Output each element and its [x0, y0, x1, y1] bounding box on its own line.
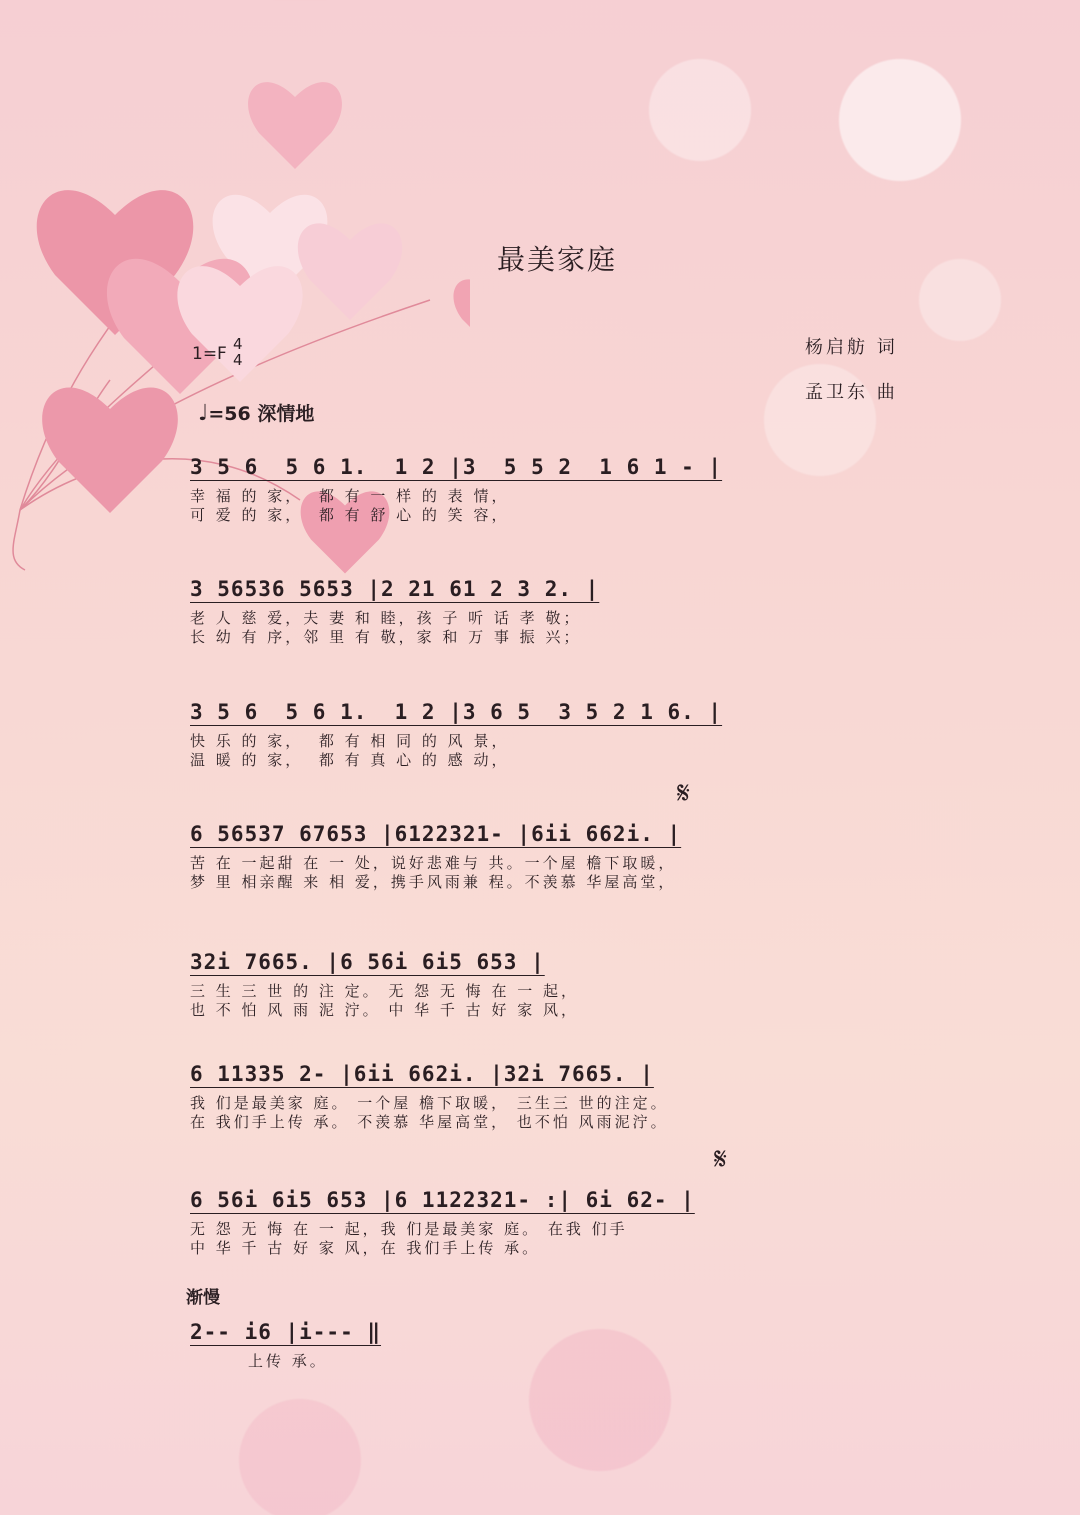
- time-signature-bottom: 4: [233, 351, 243, 369]
- composer-credit: 孟卫东 曲: [805, 382, 898, 403]
- notation-line: 6 56i 6i5 653 |6 1122321- :| 6i 62- |: [190, 1188, 695, 1212]
- lyrics-verse-1: 老 人 慈 爱，夫 妻 和 睦，孩 子 听 话 孝 敬；: [190, 609, 582, 627]
- notation-line: 6 56537 67653 |6122321- |6ii 662i. |: [190, 822, 682, 846]
- ritardando-marking: 渐慢: [186, 1288, 220, 1308]
- score-system-7: [190, 1188, 902, 1256]
- score-system-1: [190, 455, 902, 523]
- lyrics-verse-1: 苦 在 一起甜 在 一 处，说好悲难与 共。一个屋 檐下取暖，: [190, 854, 677, 872]
- notation-line: 2-- i6 |i--- ‖: [190, 1320, 382, 1344]
- notation-line: 3 5 6 5 6 1. 1 2 |3 6 5 3 5 2 1 6. |: [190, 700, 723, 724]
- notation-line: 3 56536 5653 |2 21 61 2 3 2. |: [190, 577, 600, 601]
- tempo-marking: [198, 399, 314, 426]
- lyrics-verse-2: 在 我们手上传 承。 不羡慕 华屋高堂， 也不怕 风雨泥泞。: [190, 1113, 669, 1131]
- heart-icon: [248, 82, 342, 169]
- notation-line: 3 5 6 5 6 1. 1 2 |3 5 5 2 1 6 1 - |: [190, 455, 723, 479]
- score-system-5: [190, 950, 902, 1018]
- lyrics-verse-2: 温 暖 的 家， 都 有 真 心 的 感 动，: [190, 751, 510, 769]
- score-system-3: [190, 700, 902, 768]
- lyrics-verse-2: 也 不 怕 风 雨 泥 泞。 中 华 千 古 好 家 风，: [190, 1001, 579, 1019]
- notation-line: 6 11335 2- |6ii 662i. |32i 7665. |: [190, 1062, 654, 1086]
- segno-icon: 𝄋: [714, 1142, 727, 1177]
- lyrics-verse-1: 三 生 三 世 的 注 定。 无 怨 无 悔 在 一 起，: [190, 982, 579, 1000]
- time-signature-top: 4: [233, 335, 243, 353]
- lyrics-verse-1: 幸 福 的 家， 都 有 一 样 的 表 情，: [190, 487, 510, 505]
- notation-line: 32i 7665. |6 56i 6i5 653 |: [190, 950, 545, 974]
- lyrics-verse-2: 梦 里 相亲醒 来 相 爱，携手风雨兼 程。不羡慕 华屋高堂，: [190, 873, 677, 891]
- heart-icon: [453, 279, 470, 347]
- score-system-4: [190, 822, 902, 890]
- score-system-6: [190, 1062, 902, 1130]
- tempo-expression: 深情地: [257, 403, 315, 425]
- lyrics-verse-1: 我 们是最美家 庭。 一个屋 檐下取暖， 三生三 世的注定。: [190, 1094, 669, 1112]
- score-system-2: [190, 577, 902, 645]
- lyrics-verse-2: 中 华 千 古 好 家 风，在 我们手上传 承。: [190, 1239, 541, 1257]
- tempo-bpm: =56: [208, 403, 251, 425]
- lyricist-credit: 杨启舫 词: [805, 337, 898, 358]
- score-system-8: [190, 1320, 490, 1388]
- key-signature: 1=F: [192, 344, 227, 364]
- lyrics-verse-1: 上传 承。: [248, 1352, 328, 1370]
- time-signature: [233, 336, 243, 368]
- song-title: 最美家庭: [496, 243, 617, 276]
- lyrics-verse-2: 长 幼 有 序，邻 里 有 敬，家 和 万 事 振 兴；: [190, 628, 582, 646]
- lyrics-verse-1: 无 怨 无 悔 在 一 起，我 们是最美家 庭。 在我 们手: [190, 1220, 628, 1238]
- lyrics-verse-2: [190, 1369, 490, 1388]
- quarter-note-icon: ♩: [198, 401, 209, 426]
- lyrics-verse-2: 可 爱 的 家， 都 有 舒 心 的 笑 容，: [190, 506, 510, 524]
- segno-icon: 𝄋: [677, 776, 690, 811]
- lyrics-verse-1: 快 乐 的 家， 都 有 相 同 的 风 景，: [190, 732, 510, 750]
